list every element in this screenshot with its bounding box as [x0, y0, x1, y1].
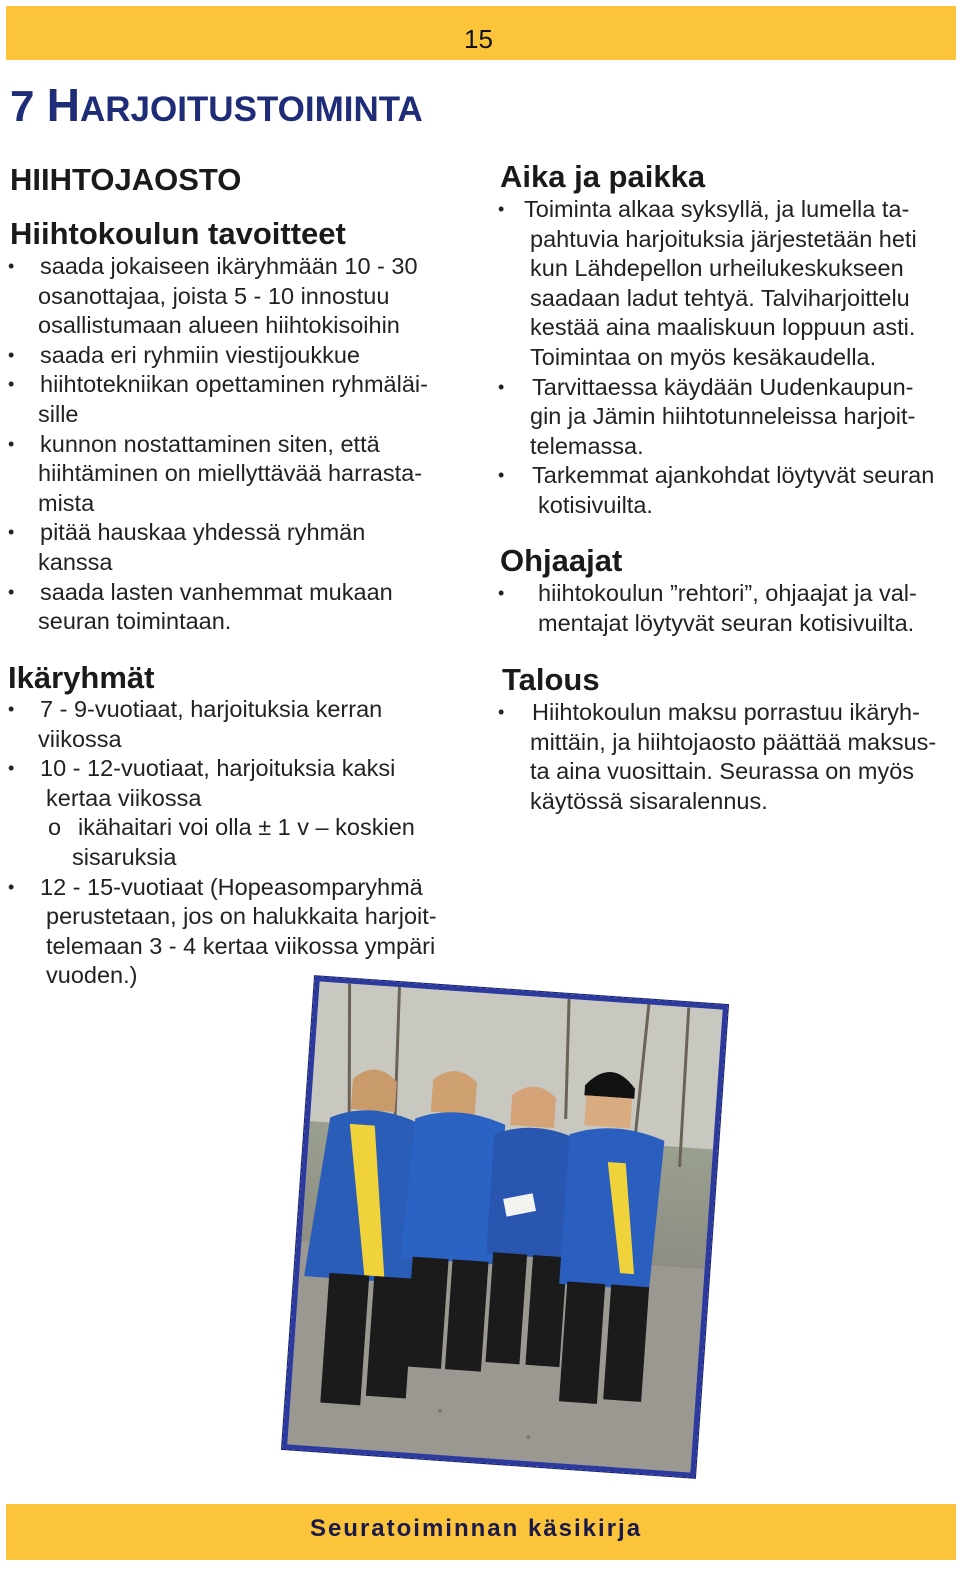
list-item-line: • Toiminta alkaa syksyllä, ja lumella ta-: [524, 196, 910, 222]
instructors-list: [498, 579, 917, 638]
footer-title: Seuratoiminnan käsikirja: [309, 1515, 643, 1542]
team-photo-illustration: [287, 981, 722, 1472]
sub-list-line: sisaruksia: [72, 843, 177, 870]
list-item-line: kertaa viikossa: [46, 784, 202, 811]
list-item-line: • 7 - 9-vuotiaat, harjoituksia kerran: [40, 696, 383, 722]
list-item-line: ta aina vuosittain. Seurassa on myös: [530, 758, 915, 785]
list-item-line: • saada lasten vanhemmat mukaan: [40, 578, 393, 605]
list-item: [498, 373, 934, 462]
list-item: [8, 695, 437, 754]
list-item: [8, 370, 428, 429]
list-item: [498, 579, 917, 638]
list-item-line: kotisivuilta.: [538, 491, 653, 518]
list-item-line: käytössä sisaralennus.: [530, 787, 768, 814]
finance-list: [498, 698, 936, 816]
list-item-line: • 10 - 12-vuotiaat, harjoituksia kaksi: [40, 755, 396, 782]
list-item-line: vuoden.): [46, 962, 138, 989]
list-item-line: saadaan ladut tehtyä. Talviharjoittelu: [530, 284, 910, 311]
list-item-line: perustetaan, jos on halukkaita harjoit-: [46, 903, 437, 930]
list-item: [8, 252, 428, 341]
list-item-line: • Hiihtokoulun maksu porrastuu ikäryh-: [532, 699, 920, 725]
list-item: [498, 698, 936, 816]
list-item-line: pahtuvia harjoituksia järjestetään heti: [530, 225, 917, 252]
team-photo: [282, 976, 728, 1478]
age-groups-heading: Ikäryhmät: [8, 660, 155, 695]
list-item-line: telemaan 3 - 4 kertaa viikossa ympäri: [46, 932, 436, 959]
list-item-line: mittäin, ja hiihtojaosto päättää maksus-: [530, 728, 937, 755]
list-item-line: osallistumaan alueen hiihtokisoihin: [38, 312, 400, 339]
list-item-line: • 12 - 15-vuotiaat (Hopeasomparyhmä: [40, 873, 423, 900]
sub-bullet-icon: o: [48, 814, 62, 841]
chapter-title-rest: ARJOITUSTOIMINTA: [79, 90, 423, 129]
time-place-list: [498, 195, 934, 521]
chapter-title: [10, 78, 423, 132]
list-item-line: gin ja Jämin hiihtotunneleissa harjoit-: [530, 403, 916, 430]
list-item: [498, 461, 934, 520]
list-item: [8, 518, 428, 577]
list-item-line: • hiihtokoulun ”rehtori”, ohjaajat ja val-: [538, 580, 917, 606]
list-item-line: telemassa.: [530, 432, 644, 459]
list-item-line: kun Lähdepellon urheilukeskukseen: [530, 255, 904, 282]
age-groups-list: [8, 695, 437, 991]
sub-list-item: [40, 813, 437, 843]
list-item-line: sille: [38, 400, 79, 427]
goals-list: [8, 252, 428, 637]
list-item-line: seuran toimintaan.: [38, 608, 232, 635]
list-item-line: • Tarkemmat ajankohdat löytyvät seuran: [532, 462, 935, 489]
chapter-title-initial: H: [46, 79, 80, 131]
list-item-line: • saada jokaiseen ikäryhmään 10 - 30: [40, 253, 418, 279]
goals-heading: Hiihtokoulun tavoitteet: [10, 216, 346, 251]
list-item-line: kestää aina maaliskuun loppuun asti.: [530, 314, 916, 341]
section-title-hiihtojaosto: HIIHTOJAOSTO: [10, 162, 242, 197]
list-item: [8, 754, 437, 872]
list-item: [498, 195, 934, 373]
list-item-line: viikossa: [38, 725, 122, 752]
list-item-line: hiihtäminen on miellyttävää harrasta-: [38, 460, 423, 487]
list-item: [8, 430, 428, 519]
list-item-line: • hiihtotekniikan opettaminen ryhmäläi-: [40, 371, 428, 398]
list-item-line: • Tarvittaessa käydään Uudenkaupun-: [532, 373, 914, 400]
finance-heading: Talous: [502, 662, 600, 697]
list-item-line: kanssa: [38, 548, 113, 575]
instructors-heading: Ohjaajat: [500, 543, 623, 578]
list-item: [8, 578, 428, 637]
list-item-line: • saada eri ryhmiin viestijoukkue: [40, 341, 361, 368]
list-item-line: osanottajaa, joista 5 - 10 innostuu: [38, 282, 390, 309]
list-item-line: Toimintaa on myös kesäkaudella.: [530, 343, 877, 370]
chapter-number: 7: [10, 82, 35, 131]
page-number: 15: [464, 24, 493, 54]
list-item-line: • pitää hauskaa yhdessä ryhmän: [40, 519, 366, 546]
list-item-line: • kunnon nostattaminen siten, että: [40, 430, 380, 457]
list-item: [8, 873, 437, 991]
list-item-line: mentajat löytyvät seuran kotisivuilta.: [538, 609, 915, 636]
time-place-heading: Aika ja paikka: [500, 159, 706, 194]
list-item: [8, 341, 428, 371]
list-item-line: mista: [38, 489, 95, 516]
sub-list-line: ikähaitari voi olla ± 1 v – koskien: [78, 814, 415, 841]
